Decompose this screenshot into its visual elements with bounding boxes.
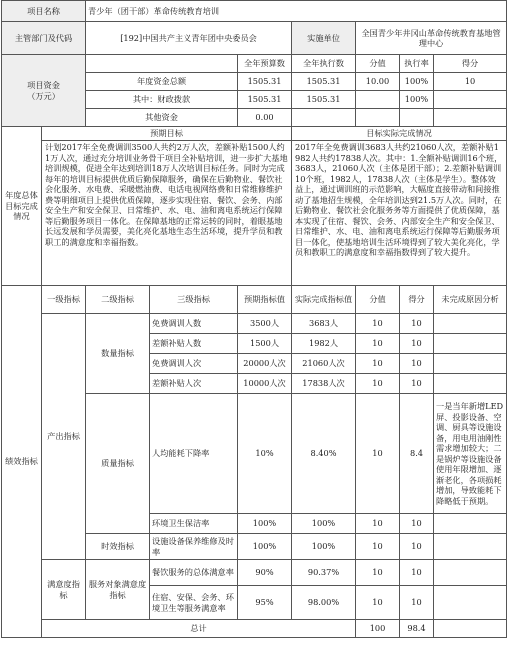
perf-row-score: 10 <box>400 586 434 620</box>
perf-row-name: 差额补贴人次 <box>150 374 238 394</box>
funds-row-fiscal-score <box>434 91 507 109</box>
total-value: 100 <box>356 620 400 638</box>
perf-row-actual: 17838人次 <box>292 374 356 394</box>
perf-row-reason <box>434 374 507 394</box>
perf-row-actual: 100% <box>292 514 356 534</box>
dept-label: 主管部门及代码 <box>2 22 86 55</box>
perf-satisfaction-label: 满意度指标 <box>42 560 86 620</box>
perf-row-reason: 一是当年新增LED屏、投影设备、空调、厨具等设施设备，用电用油刚性需求增加较大；二是锅炉等设施设备使用年限增加、逐渐老化，各项损耗增加，导致能耗下降略低于预期。 <box>434 394 507 514</box>
perf-row-reason <box>434 586 507 620</box>
perf-header-level1: 一级指标 <box>42 286 86 314</box>
funds-header-rate: 执行率 <box>400 55 434 73</box>
perf-row-actual: 90.37% <box>292 560 356 586</box>
perf-row-name: 差额补贴人数 <box>150 334 238 354</box>
performance-table <box>1 0 507 638</box>
dept-value: [192]中国共产主义青年团中央委员会 <box>86 22 292 55</box>
perf-row-expected: 1500人 <box>238 334 292 354</box>
funds-row-other-label: 其他资金 <box>86 109 238 127</box>
funds-row-total-score: 10 <box>434 73 507 91</box>
perf-row-name: 免费调训人次 <box>150 354 238 374</box>
perf-row-actual: 98.00% <box>292 586 356 620</box>
funds-row-other-budget: 0.00 <box>238 109 292 127</box>
perf-row-expected: 20000人次 <box>238 354 292 374</box>
perf-row-expected: 10000人次 <box>238 374 292 394</box>
total-label: 总计 <box>42 620 356 638</box>
perf-header-level2: 二级指标 <box>86 286 150 314</box>
perf-row-expected: 3500人 <box>238 314 292 334</box>
perf-header-expected: 预期指标值 <box>238 286 292 314</box>
perf-row-expected: 100% <box>238 514 292 534</box>
perf-row-value: 10 <box>356 514 400 534</box>
goals-expected-header: 预期目标 <box>42 127 292 141</box>
perf-row-expected: 10% <box>238 394 292 514</box>
goals-actual-text: 2017年全免费调训3683人共约21060人次，差额补贴1982人共约17838人次。其中：1.全额补贴调训16个班，3683人，21060人次（主体是团干部）；2.差额补贴调训10个班，1982人，17838人次（主体是学生）。整体效益上，通过调训班的示范影响，大幅度直接带动和间接推动了基地招生规模，全年培训达到21.5万人次。同时，在后勤物业、餐饮社会化服务务等方面提供了优质保障，基本实现了住宿、餐饮、会务、内部安全生产和安全保卫、日常维护、水、电、油和离电系统运行保障等后勤服务项目一体化，使基地培训生活环境得到了较大美化亮化，学员和教职工的满意度和幸福指数得到了较大提升。 <box>292 141 507 286</box>
funds-header-exec: 全年执行数 <box>292 55 356 73</box>
project-name-label: 项目名称 <box>2 1 86 22</box>
perf-row-expected: 100% <box>238 534 292 560</box>
project-name: 青少年（团干部）革命传统教育培训 <box>86 1 507 22</box>
perf-row-reason <box>434 334 507 354</box>
perf-row-name: 免费调训人数 <box>150 314 238 334</box>
perf-row-score: 10 <box>400 374 434 394</box>
total-score: 98.4 <box>400 620 434 638</box>
funds-header-value: 分值 <box>356 55 400 73</box>
perf-header-value: 分值 <box>356 286 400 314</box>
goals-expected-text: 计划2017年全免费调训3500人共约2万人次，差额补贴1500人约1万人次，通过充分培训业务骨干项目全补贴培训，进一步扩大基地培训规模，促进全年达到培训18万人次培训目标任务。同时为完成每年的培训目标提供优质后勤保障服务，确保在后勤物业、餐饮社会化服务、水电费、采暖燃油费、电话电视网络费和日常维修维护费等明细项目上提供优质保障，逐步实现住宿、餐饮、会务、内部安全生产和安全保卫、日常维护、水、电、油和离电系统运行保障等后勤服务项目一体化。在保障基地的正常运转的同时，着眼基地长远发展和学员需要，美化亮化基地生态生活环境，提升学员和教职工的满意度和幸福指数。 <box>42 141 292 286</box>
perf-row-name: 环境卫生保洁率 <box>150 514 238 534</box>
funds-header-blank <box>86 55 238 73</box>
perf-row-actual: 1982人 <box>292 334 356 354</box>
funds-row-fiscal-budget: 1505.31 <box>238 91 292 109</box>
perf-row-score: 10 <box>400 354 434 374</box>
perf-row-value: 10 <box>356 586 400 620</box>
perf-header-score: 得分 <box>400 286 434 314</box>
funds-row-total-rate: 100% <box>400 73 434 91</box>
funds-header-budget: 全年预算数 <box>238 55 292 73</box>
perf-row-value: 10 <box>356 334 400 354</box>
funds-row-fiscal-rate: 100% <box>400 91 434 109</box>
unit-value: 全国青少年井冈山革命传统教育基地管理中心 <box>356 22 507 55</box>
goals-actual-header: 目标实际完成情况 <box>292 127 507 141</box>
funds-row-other-value <box>356 109 400 127</box>
funds-row-other-exec <box>292 109 356 127</box>
perf-row-value: 10 <box>356 314 400 334</box>
perf-row-value: 10 <box>356 394 400 514</box>
perf-header-reason: 未完成原因分析 <box>434 286 507 314</box>
perf-row-value: 10 <box>356 374 400 394</box>
perf-row-actual: 100% <box>292 534 356 560</box>
perf-row-actual: 21060人次 <box>292 354 356 374</box>
perf-header-actual: 实际完成指标值 <box>292 286 356 314</box>
perf-row-score: 10 <box>400 560 434 586</box>
funds-row-total-label: 年度资金总额 <box>86 73 238 91</box>
perf-row-value: 10 <box>356 560 400 586</box>
total-reason <box>434 620 507 638</box>
perf-quality-label: 质量指标 <box>86 394 150 534</box>
perf-row-reason <box>434 560 507 586</box>
perf-row-value: 10 <box>356 354 400 374</box>
perf-row-score: 10 <box>400 334 434 354</box>
perf-output-label: 产出指标 <box>42 314 86 560</box>
unit-label: 实施单位 <box>292 22 356 55</box>
perf-row-value: 10 <box>356 534 400 560</box>
perf-timeliness-label: 时效指标 <box>86 534 150 560</box>
perf-row-score: 8.4 <box>400 394 434 514</box>
perf-row-actual: 3683人 <box>292 314 356 334</box>
perf-quantity-label: 数量指标 <box>86 314 150 394</box>
funds-row-total-exec: 1505.31 <box>292 73 356 91</box>
perf-row-name: 餐饮服务的总体满意率 <box>150 560 238 586</box>
funds-row-fiscal-value <box>356 91 400 109</box>
perf-row-reason <box>434 354 507 374</box>
funds-row-fiscal-exec: 1505.31 <box>292 91 356 109</box>
funds-row-fiscal-label: 其中：财政拨款 <box>86 91 238 109</box>
funds-row-total-budget: 1505.31 <box>238 73 292 91</box>
perf-row-expected: 95% <box>238 586 292 620</box>
funds-row-other-rate <box>400 109 434 127</box>
funds-header-score: 得分 <box>434 55 507 73</box>
perf-row-reason <box>434 534 507 560</box>
perf-row-reason <box>434 314 507 334</box>
goals-label: 年度总体目标完成情况 <box>2 127 42 286</box>
funds-label: 项目资金 （万元） <box>2 55 86 127</box>
perf-header-level3: 三级指标 <box>150 286 238 314</box>
funds-row-total-value: 10.00 <box>356 73 400 91</box>
perf-row-score: 10 <box>400 314 434 334</box>
perf-row-score: 10 <box>400 514 434 534</box>
funds-row-other-score <box>434 109 507 127</box>
perf-label: 绩效指标 <box>2 286 42 638</box>
perf-row-score: 10 <box>400 534 434 560</box>
perf-row-reason <box>434 514 507 534</box>
perf-row-expected: 90% <box>238 560 292 586</box>
perf-row-name: 人均能耗下降率 <box>150 394 238 514</box>
perf-row-name: 住宿、安保、会务、环境卫生等服务满意率 <box>150 586 238 620</box>
perf-row-name: 设施设备保养维修及时率 <box>150 534 238 560</box>
perf-row-actual: 8.40% <box>292 394 356 514</box>
perf-service-label: 服务对象满意度指标 <box>86 560 150 620</box>
